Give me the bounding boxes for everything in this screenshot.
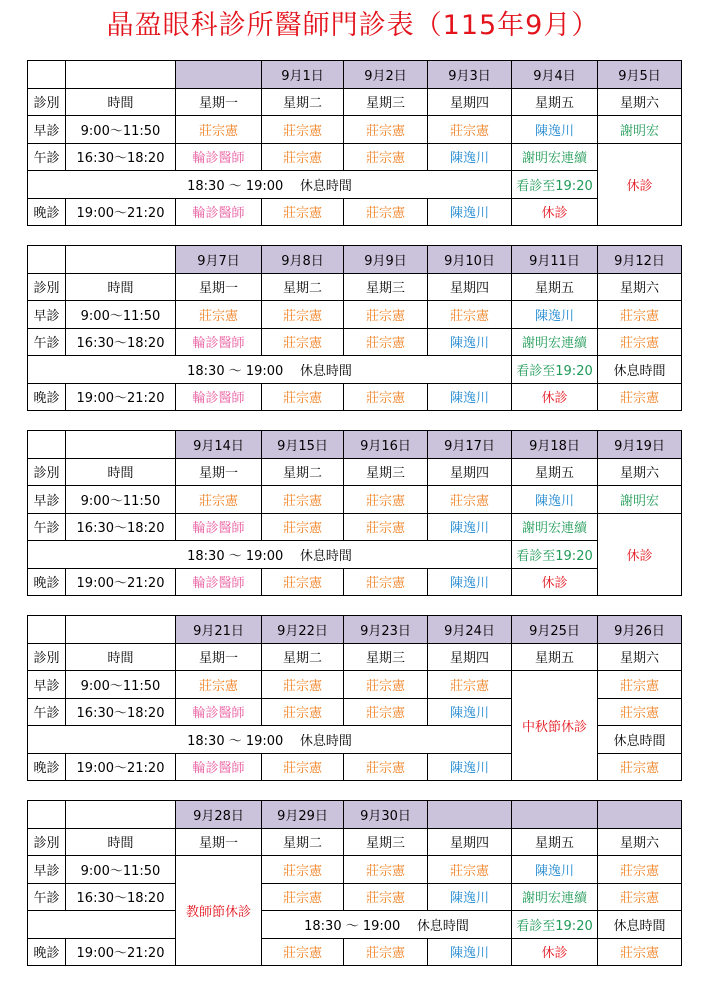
doctor-cell: 莊宗憲 [262, 143, 344, 171]
session-type-header: 診別 [28, 458, 66, 486]
holiday-cell: 教師節休診 [176, 856, 262, 966]
evening-row [28, 198, 682, 226]
doctor-cell: 莊宗憲 [428, 671, 512, 699]
date-row [28, 61, 682, 89]
morning-time: 9:00～11:50 [66, 116, 176, 144]
date-row [28, 431, 682, 459]
afternoon-row [28, 328, 682, 356]
doctor-cell: 莊宗憲 [176, 486, 262, 514]
weekday-cell: 星期一 [176, 273, 262, 301]
page-title: 晶盈眼科診所醫師門診表（115年9月） [106, 10, 600, 41]
week-table-5 [27, 800, 682, 966]
break-label: 休息時間 [299, 178, 352, 194]
weekday-cell: 星期四 [428, 273, 512, 301]
afternoon-row [28, 883, 682, 911]
weekday-cell: 星期二 [262, 643, 344, 671]
doctor-cell: 看診至19:20 [512, 356, 598, 384]
date-cell: 9月22日 [262, 616, 344, 644]
blank-cell [66, 801, 176, 829]
weekday-cell: 星期六 [598, 273, 682, 301]
doctor-cell: 陳逸川 [428, 883, 512, 911]
doctor-cell: 莊宗憲 [598, 698, 682, 726]
date-cell: 9月18日 [512, 431, 598, 459]
weekday-cell: 星期六 [598, 643, 682, 671]
evening-time: 19:00～21:20 [66, 383, 176, 411]
blank-cell [28, 911, 176, 939]
date-cell: 9月16日 [344, 431, 428, 459]
evening-label: 晚診 [28, 753, 66, 781]
date-cell: 9月30日 [344, 801, 428, 829]
break-time: 18:30 ～ 19:00 [304, 918, 401, 934]
weekday-cell: 星期一 [176, 828, 262, 856]
weekday-cell: 星期一 [176, 88, 262, 116]
doctor-cell: 休診 [598, 143, 682, 226]
morning-time: 9:00～11:50 [66, 671, 176, 699]
weekday-cell: 星期一 [176, 643, 262, 671]
morning-label: 早診 [28, 486, 66, 514]
morning-label: 早診 [28, 116, 66, 144]
blank-cell [28, 431, 66, 459]
afternoon-label: 午診 [28, 513, 66, 541]
date-cell: 9月1日 [262, 61, 344, 89]
doctor-cell: 莊宗憲 [344, 116, 428, 144]
date-row [28, 801, 682, 829]
doctor-cell: 輪診醫師 [176, 698, 262, 726]
evening-time: 19:00～21:20 [66, 568, 176, 596]
blank-cell [28, 616, 66, 644]
doctor-cell: 休診 [598, 513, 682, 596]
doctor-cell: 陳逸川 [512, 856, 598, 884]
break-cell [28, 356, 512, 384]
doctor-cell: 陳逸川 [512, 301, 598, 329]
date-cell: 9月21日 [176, 616, 262, 644]
date-cell: 9月24日 [428, 616, 512, 644]
date-cell: 9月14日 [176, 431, 262, 459]
break-row [28, 356, 682, 384]
doctor-cell: 莊宗憲 [428, 116, 512, 144]
afternoon-time: 16:30～18:20 [66, 328, 176, 356]
doctor-cell: 看診至19:20 [512, 541, 598, 569]
break-cell [28, 171, 512, 199]
date-cell: 9月5日 [598, 61, 682, 89]
doctor-cell: 莊宗憲 [262, 883, 344, 911]
doctor-cell: 莊宗憲 [262, 116, 344, 144]
doctor-cell: 謝明宏連續 [512, 328, 598, 356]
doctor-cell: 謝明宏連續 [512, 513, 598, 541]
doctor-cell: 陳逸川 [428, 513, 512, 541]
break-label: 休息時間 [299, 363, 352, 379]
doctor-cell: 莊宗憲 [344, 301, 428, 329]
break-row [28, 911, 682, 939]
evening-label: 晚診 [28, 383, 66, 411]
session-type-header: 診別 [28, 828, 66, 856]
afternoon-time: 16:30～18:20 [66, 883, 176, 911]
doctor-cell: 莊宗憲 [598, 301, 682, 329]
time-header: 時間 [66, 828, 176, 856]
session-type-header: 診別 [28, 643, 66, 671]
morning-label: 早診 [28, 856, 66, 884]
afternoon-label: 午診 [28, 328, 66, 356]
afternoon-label: 午診 [28, 143, 66, 171]
weekday-cell: 星期二 [262, 458, 344, 486]
evening-row [28, 938, 682, 966]
blank-cell [66, 616, 176, 644]
afternoon-row [28, 513, 682, 541]
doctor-cell: 莊宗憲 [344, 383, 428, 411]
doctor-cell: 莊宗憲 [176, 671, 262, 699]
doctor-cell: 莊宗憲 [598, 328, 682, 356]
afternoon-time: 16:30～18:20 [66, 698, 176, 726]
holiday-cell: 中秋節休診 [512, 671, 598, 781]
doctor-cell: 休息時間 [598, 726, 682, 754]
doctor-cell: 莊宗憲 [344, 486, 428, 514]
date-cell [428, 801, 512, 829]
weekday-cell: 星期三 [344, 88, 428, 116]
morning-time: 9:00～11:50 [66, 856, 176, 884]
break-row [28, 171, 682, 199]
doctor-cell: 看診至19:20 [512, 911, 598, 939]
weekday-cell: 星期五 [512, 273, 598, 301]
doctor-cell: 莊宗憲 [262, 671, 344, 699]
date-cell: 9月28日 [176, 801, 262, 829]
weekday-cell: 星期五 [512, 643, 598, 671]
weekday-cell: 星期二 [262, 828, 344, 856]
doctor-cell: 陳逸川 [428, 383, 512, 411]
doctor-cell: 莊宗憲 [262, 486, 344, 514]
morning-row [28, 486, 682, 514]
doctor-cell: 莊宗憲 [176, 301, 262, 329]
date-cell [176, 61, 262, 89]
doctor-cell: 莊宗憲 [428, 486, 512, 514]
week-table-1 [27, 60, 682, 226]
doctor-cell: 莊宗憲 [262, 301, 344, 329]
morning-label: 早診 [28, 301, 66, 329]
session-type-header: 診別 [28, 273, 66, 301]
week-table-4 [27, 615, 682, 781]
doctor-cell: 莊宗憲 [262, 856, 344, 884]
afternoon-label: 午診 [28, 698, 66, 726]
doctor-cell: 陳逸川 [428, 698, 512, 726]
afternoon-time: 16:30～18:20 [66, 513, 176, 541]
doctor-cell: 莊宗憲 [598, 856, 682, 884]
break-row [28, 541, 682, 569]
doctor-cell: 莊宗憲 [344, 513, 428, 541]
weekday-cell: 星期四 [428, 643, 512, 671]
morning-row [28, 856, 682, 884]
doctor-cell: 陳逸川 [512, 486, 598, 514]
doctor-cell: 莊宗憲 [344, 938, 428, 966]
evening-time: 19:00～21:20 [66, 753, 176, 781]
doctor-cell: 輪診醫師 [176, 383, 262, 411]
doctor-cell: 陳逸川 [428, 143, 512, 171]
date-cell: 9月4日 [512, 61, 598, 89]
doctor-cell: 莊宗憲 [344, 671, 428, 699]
doctor-cell: 莊宗憲 [262, 938, 344, 966]
doctor-cell: 莊宗憲 [344, 883, 428, 911]
time-header: 時間 [66, 643, 176, 671]
doctor-cell: 陳逸川 [428, 568, 512, 596]
doctor-cell: 莊宗憲 [176, 116, 262, 144]
date-cell: 9月15日 [262, 431, 344, 459]
weekday-cell: 星期三 [344, 643, 428, 671]
doctor-cell: 莊宗憲 [344, 856, 428, 884]
date-row [28, 246, 682, 274]
doctor-cell: 輪診醫師 [176, 568, 262, 596]
doctor-cell: 莊宗憲 [344, 698, 428, 726]
week-table-3 [27, 430, 682, 596]
weekday-cell: 星期三 [344, 273, 428, 301]
break-cell [28, 541, 512, 569]
doctor-cell: 莊宗憲 [262, 753, 344, 781]
doctor-cell: 莊宗憲 [428, 856, 512, 884]
doctor-cell: 謝明宏連續 [512, 143, 598, 171]
weekday-row [28, 88, 682, 116]
date-cell: 9月3日 [428, 61, 512, 89]
evening-time: 19:00～21:20 [66, 198, 176, 226]
break-cell [262, 911, 512, 939]
doctor-cell: 莊宗憲 [344, 198, 428, 226]
blank-cell [28, 61, 66, 89]
date-cell: 9月8日 [262, 246, 344, 274]
weekday-cell: 星期六 [598, 828, 682, 856]
date-cell: 9月17日 [428, 431, 512, 459]
blank-cell [66, 431, 176, 459]
weekday-cell: 星期三 [344, 458, 428, 486]
blank-cell [28, 246, 66, 274]
time-header: 時間 [66, 273, 176, 301]
doctor-cell: 莊宗憲 [262, 568, 344, 596]
evening-time: 19:00～21:20 [66, 938, 176, 966]
weekday-row [28, 643, 682, 671]
morning-label: 早診 [28, 671, 66, 699]
doctor-cell: 莊宗憲 [262, 383, 344, 411]
doctor-cell: 休診 [512, 383, 598, 411]
weekday-cell: 星期二 [262, 88, 344, 116]
evening-row [28, 568, 682, 596]
weekday-cell: 星期四 [428, 458, 512, 486]
break-label: 休息時間 [416, 918, 469, 934]
doctor-cell: 謝明宏 [598, 116, 682, 144]
afternoon-time: 16:30～18:20 [66, 143, 176, 171]
morning-time: 9:00～11:50 [66, 486, 176, 514]
weekday-row [28, 828, 682, 856]
doctor-cell: 莊宗憲 [262, 328, 344, 356]
doctor-cell: 莊宗憲 [262, 513, 344, 541]
doctor-cell: 陳逸川 [428, 198, 512, 226]
date-cell: 9月9日 [344, 246, 428, 274]
weekday-cell: 星期三 [344, 828, 428, 856]
date-cell: 9月23日 [344, 616, 428, 644]
evening-label: 晚診 [28, 938, 66, 966]
weekday-cell: 星期四 [428, 88, 512, 116]
doctor-cell: 陳逸川 [512, 116, 598, 144]
doctor-cell: 莊宗憲 [344, 753, 428, 781]
doctor-cell: 陳逸川 [428, 328, 512, 356]
weekday-row [28, 273, 682, 301]
blank-cell [66, 246, 176, 274]
afternoon-label: 午診 [28, 883, 66, 911]
break-time: 18:30 ～ 19:00 [187, 733, 284, 749]
date-cell: 9月12日 [598, 246, 682, 274]
doctor-cell: 莊宗憲 [598, 883, 682, 911]
weekday-cell: 星期六 [598, 458, 682, 486]
morning-row [28, 671, 682, 699]
doctor-cell: 莊宗憲 [262, 698, 344, 726]
break-time: 18:30 ～ 19:00 [187, 178, 284, 194]
doctor-cell: 休息時間 [598, 356, 682, 384]
week-table-2 [27, 245, 682, 411]
doctor-cell: 休診 [512, 198, 598, 226]
weekday-cell: 星期四 [428, 828, 512, 856]
blank-cell [66, 61, 176, 89]
doctor-cell: 莊宗憲 [598, 383, 682, 411]
doctor-cell: 莊宗憲 [598, 671, 682, 699]
date-row [28, 616, 682, 644]
doctor-cell: 輪診醫師 [176, 143, 262, 171]
doctor-cell: 莊宗憲 [598, 938, 682, 966]
doctor-cell: 莊宗憲 [344, 328, 428, 356]
doctor-cell: 輪診醫師 [176, 753, 262, 781]
weekday-cell: 星期五 [512, 458, 598, 486]
doctor-cell: 輪診醫師 [176, 198, 262, 226]
doctor-cell: 莊宗憲 [344, 143, 428, 171]
weekday-cell: 星期五 [512, 88, 598, 116]
weekday-cell: 星期一 [176, 458, 262, 486]
evening-row [28, 383, 682, 411]
blank-cell [28, 801, 66, 829]
evening-label: 晚診 [28, 568, 66, 596]
break-cell [28, 726, 512, 754]
date-cell: 9月2日 [344, 61, 428, 89]
afternoon-row [28, 143, 682, 171]
time-header: 時間 [66, 458, 176, 486]
doctor-cell: 陳逸川 [428, 753, 512, 781]
doctor-cell: 莊宗憲 [344, 568, 428, 596]
time-header: 時間 [66, 88, 176, 116]
date-cell [512, 801, 598, 829]
doctor-cell: 看診至19:20 [512, 171, 598, 199]
doctor-cell: 莊宗憲 [428, 301, 512, 329]
break-label: 休息時間 [299, 733, 352, 749]
morning-time: 9:00～11:50 [66, 301, 176, 329]
date-cell: 9月7日 [176, 246, 262, 274]
break-time: 18:30 ～ 19:00 [187, 363, 284, 379]
doctor-cell: 莊宗憲 [262, 198, 344, 226]
weekday-cell: 星期五 [512, 828, 598, 856]
evening-label: 晚診 [28, 198, 66, 226]
doctor-cell: 休診 [512, 568, 598, 596]
weekday-cell: 星期二 [262, 273, 344, 301]
weekday-cell: 星期六 [598, 88, 682, 116]
date-cell: 9月10日 [428, 246, 512, 274]
session-type-header: 診別 [28, 88, 66, 116]
morning-row [28, 116, 682, 144]
date-cell: 9月25日 [512, 616, 598, 644]
break-time: 18:30 ～ 19:00 [187, 548, 284, 564]
doctor-cell: 莊宗憲 [598, 753, 682, 781]
date-cell: 9月26日 [598, 616, 682, 644]
doctor-cell: 休息時間 [598, 911, 682, 939]
doctor-cell: 輪診醫師 [176, 328, 262, 356]
doctor-cell: 謝明宏連續 [512, 883, 598, 911]
morning-row [28, 301, 682, 329]
weekday-row [28, 458, 682, 486]
date-cell [598, 801, 682, 829]
doctor-cell: 謝明宏 [598, 486, 682, 514]
date-cell: 9月19日 [598, 431, 682, 459]
doctor-cell: 休診 [512, 938, 598, 966]
doctor-cell: 輪診醫師 [176, 513, 262, 541]
doctor-cell: 陳逸川 [428, 938, 512, 966]
date-cell: 9月29日 [262, 801, 344, 829]
break-label: 休息時間 [299, 548, 352, 564]
date-cell: 9月11日 [512, 246, 598, 274]
